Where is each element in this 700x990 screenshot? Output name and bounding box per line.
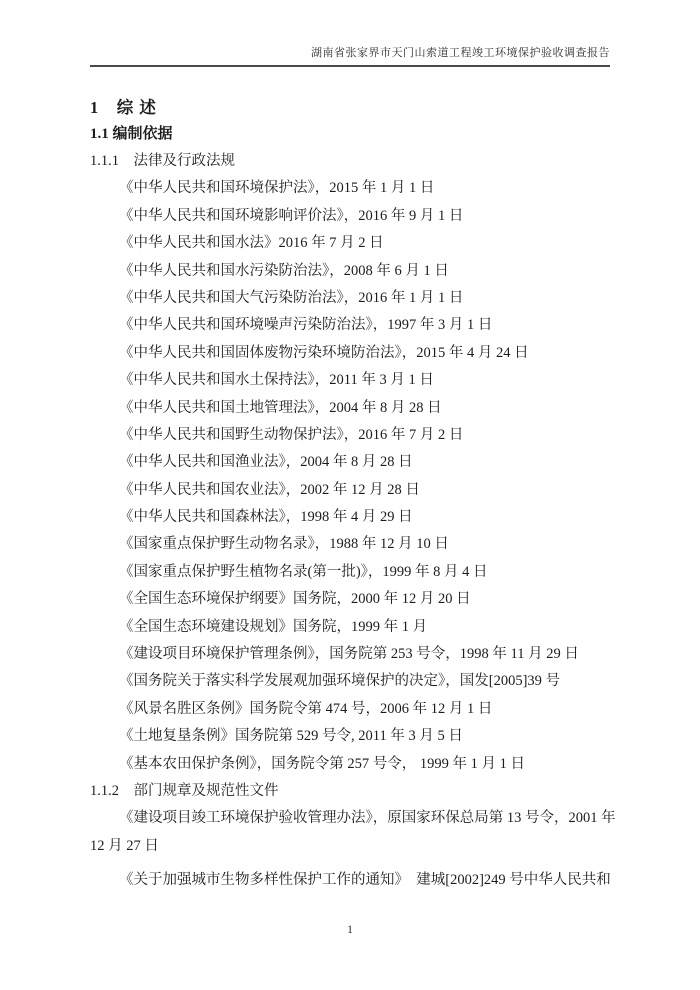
law-item: 《中华人民共和国水法》2016 年 7 月 2 日	[119, 235, 384, 252]
regulation-list	[90, 805, 616, 894]
law-item: 《中华人民共和国水污染防治法》，2008 年 6 月 1 日	[119, 262, 449, 279]
document-content	[90, 94, 616, 895]
law-item: 《中华人民共和国野生动物保护法》，2016 年 7 月 2 日	[119, 426, 464, 443]
law-item: 《中华人民共和国土地管理法》，2004 年 8 月 28 日	[119, 399, 442, 416]
page-header	[90, 44, 610, 67]
clause-heading-laws: 1.1.1 法律及行政法规	[90, 153, 235, 169]
page-footer	[0, 924, 700, 936]
law-item: 《中华人民共和国大气污染防治法》，2016 年 1 月 1 日	[119, 289, 464, 306]
regulation-line: 《建设项目竣工环境保护验收管理办法》，原国家环保总局第 13 号令，2001 年	[119, 810, 616, 827]
chapter-heading: 1 综 述	[90, 98, 157, 117]
section-heading: 1.1 编制依据	[90, 126, 173, 142]
law-item: 《全国生态环境建设规划》国务院，1999 年 1 月	[119, 618, 428, 635]
law-item: 《土地复垦条例》国务院第 529 号令, 2011 年 3 月 5 日	[119, 728, 463, 745]
header-title: 湖南省张家界市天门山索道工程竣工环境保护验收调查报告	[311, 47, 610, 59]
law-item: 《风景名胜区条例》国务院令第 474 号，2006 年 12 月 1 日	[119, 700, 493, 717]
law-item: 《基本农田保护条例》，国务院令第 257 号令， 1999 年 1 月 1 日	[119, 755, 525, 772]
law-list	[90, 175, 610, 778]
law-item: 《中华人民共和国森林法》，1998 年 4 月 29 日	[119, 509, 413, 526]
law-item: 《建设项目环境保护管理条例》，国务院第 253 号令，1998 年 11 月 29 日	[119, 646, 579, 663]
law-item: 《中华人民共和国环境噪声污染防治法》，1997 年 3 月 1 日	[119, 317, 493, 334]
regulation-line: 《关于加强城市生物多样性保护工作的通知》 建城[2002]249 号中华人民共和	[119, 872, 611, 889]
law-item: 《中华人民共和国环境影响评价法》，2016 年 9 月 1 日	[119, 207, 464, 224]
law-item: 《全国生态环境保护纲要》国务院，2000 年 12 月 20 日	[119, 591, 471, 608]
law-item: 《中华人民共和国农业法》，2002 年 12 月 28 日	[119, 481, 420, 498]
law-item: 《中华人民共和国渔业法》，2004 年 8 月 28 日	[119, 454, 413, 471]
regulation-line: 12 月 27 日	[90, 837, 159, 854]
law-item: 《中华人民共和国水土保持法》，2011 年 3 月 1 日	[119, 372, 434, 389]
law-item: 《中华人民共和国固体废物污染环境防治法》，2015 年 4 月 24 日	[119, 344, 529, 361]
clause-heading-regulations: 1.1.2 部门规章及规范性文件	[90, 782, 279, 799]
law-item: 《国家重点保护野生动物名录》，1988 年 12 月 10 日	[119, 536, 449, 553]
law-item: 《中华人民共和国环境保护法》，2015 年 1 月 1 日	[119, 180, 435, 197]
law-item: 《国务院关于落实科学发展观加强环境保护的决定》，国发[2005]39 号	[119, 673, 561, 690]
law-item: 《国家重点保护野生植物名录(第一批)》，1999 年 8 月 4 日	[119, 563, 488, 580]
page-number: 1	[347, 924, 353, 936]
